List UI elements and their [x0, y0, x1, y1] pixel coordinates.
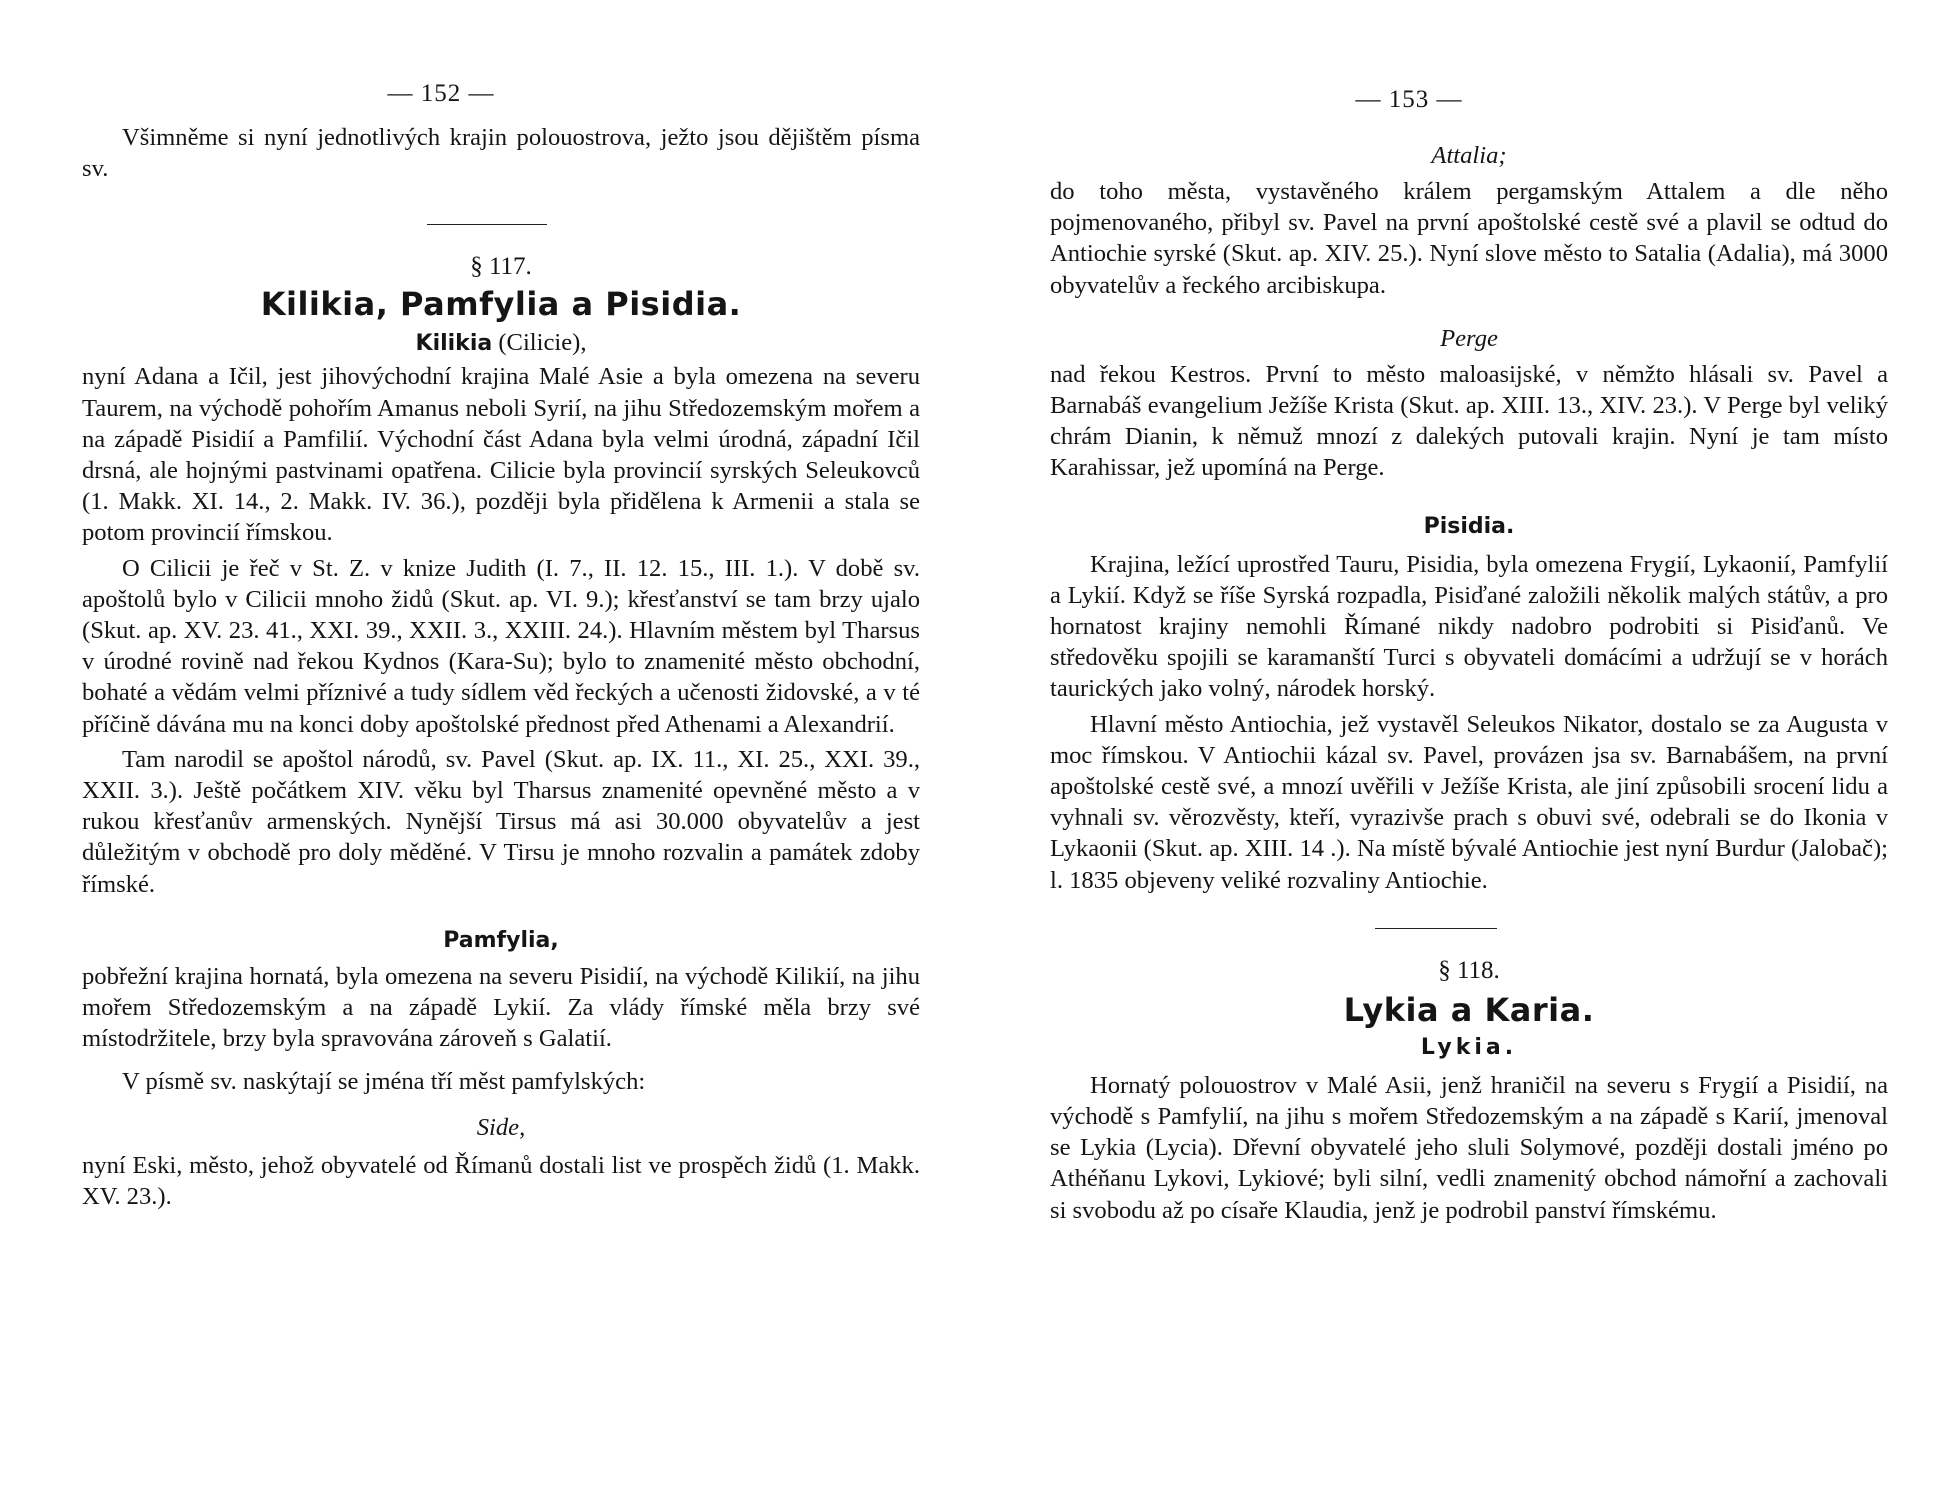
pisidia-paragraph-2: Hlavní město Antiochia, jež vystavěl Seleukos Nikator, dostalo se za Augusta v moc římskou. V Antiochii kázal sv. Pavel, provázen jsa sv. Barnabášem, na první apoštolské cestě své, a mnozí uvěřili v Ježíše Krista, ale jiní způsobili srocení lidu a vyhnali sv. věrozvěsty, kteří, vyrazivše prach s obuvi své, odebrali se do Ikonia v Lykaonii (Skut. ap. XIII. 14 .). Na místě bývalé Antiochie jest nyní Burdur (Jalobač); l. 1835 objeveny veliké rozvaliny Antiochie.	[1050, 710, 1888, 894]
kilikia-paragraph-3: Tam narodil se apoštol národů, sv. Pavel (Skut. ap. IX. 11., XI. 25., XXI. 39., XXII. 3.). Ještě počátkem XIV. věku byl Tharsus znamenité opevněné město a v rukou křesťanův armenských. Nynější Tirsus má asi 30.000 obyvatelův a jest důležitým v obchodě pro doly měděné. V Tirsu je mnoho rozvalin a památek zdoby římské.	[82, 745, 920, 898]
heading-perge: Perge	[1440, 324, 1498, 352]
perge-paragraph: nad řekou Kestros. První to město maloasijské, v němžto hlásali sv. Pavel a Barnabáš evangelium Ježíše Krista (Skut. ap. XIII. 13., XIV. 23.). V Perge byl veliký chrám Dianin, k němuž mnozí z dalekých putovali krajin. Nyní je tam místo Karahissar, jež upomíná na Perge.	[1050, 360, 1888, 482]
heading-pamfylia: Pamfylia,	[443, 927, 559, 953]
section-divider	[1375, 928, 1497, 929]
heading-kilikia-note: (Cilicie),	[492, 329, 587, 357]
section-number: § 118.	[1438, 956, 1500, 984]
page-153	[968, 0, 1936, 1500]
heading-side: Side,	[476, 1113, 526, 1141]
page-number: — 152 —	[387, 80, 495, 107]
heading-kilikia-name: Kilikia	[415, 331, 493, 357]
intro-paragraph: Všimněme si nyní jednotlivých krajin polouostrova, ježto jsou dějištěm písma sv.	[82, 124, 920, 183]
pisidia-paragraph-1: Krajina, ležící uprostřed Tauru, Pisidia, byla omezena Frygií, Lykaonií, Pamfylií a Lykií. Když se říše Syrská rozpadla, Pisiďané založili několik malých státův, a pro hornatost krajiny nemohli Římané nikdy nadobro podrobiti si Pisiďanů. Ve středověku spojili se karamanští Turci s obyvateli domácími a udržují se v horách taurických jako volný, národek horský.	[1050, 550, 1888, 703]
section-title: Kilikia, Pamfylia a Pisidia.	[260, 285, 742, 324]
page-number: — 153 —	[1355, 86, 1463, 113]
side-paragraph: nyní Eski, město, jehož obyvatelé od Římanů dostali list ve prospěch židů (1. Makk. XV. 23.).	[82, 1151, 920, 1210]
heading-lykia: Lykia.	[1420, 1034, 1518, 1060]
lykia-paragraph: Hornatý polouostrov v Malé Asii, jenž hraničil na severu s Frygií a Pisidií, na východě s Pamfylií, na jihu s mořem Středozemským a na západě s Karií, jmenoval se Lykia (Lycia). Dřevní obyvatelé jeho sluli Solymové, později dostali jméno po Athéňanu Lykovi, Lykiové; byli silní, vedli znamenitý obchod námořní a zachovali si svobodu až po císaře Klaudia, jenž je podrobil panství římskému.	[1050, 1071, 1888, 1224]
attalia-paragraph: do toho města, vystavěného králem pergamským Attalem a dle něho pojmenovaného, přibyl sv. Pavel na první apoštolské cestě své a plavil se odtud do Antiochie syrské (Skut. ap. XIV. 25.). Nyní slove město to Satalia (Adalia), má 3000 obyvatelův a řeckého arcibiskupa.	[1050, 178, 1888, 299]
section-number: § 117.	[470, 253, 532, 281]
heading-attalia: Attalia;	[1431, 142, 1507, 169]
heading-pisidia: Pisidia.	[1423, 513, 1515, 539]
pamfylia-paragraph-2: V písmě sv. naskýtají se jména tří měst pamfylských:	[122, 1068, 646, 1096]
kilikia-paragraph-1: nyní Adana a Ičil, jest jihovýchodní krajina Malé Asie a byla omezena na severu Taurem, na východě pohořím Amanus neboli Syrií, na jihu Středozemským mořem a na západě Pisidií a Pamfilií. Východní část Adana byla velmi úrodná, západní Ičil drsná, ale hojnými pastvinami opatřena. Cilicie byla provincií syrských Seleukovců (1. Makk. XI. 14., 2. Makk. IV. 36.), později byla přidělena k Armenii a stala se potom provincií římskou.	[82, 363, 920, 547]
pamfylia-paragraph-1: pobřežní krajina hornatá, byla omezena na severu Pisidií, na východě Kilikií, na jihu mořem Středozemským a na západě Lykií. Za vlády římské měla brzy své místodržitele, brzy byla spravována zároveň s Galatií.	[82, 962, 920, 1053]
section-divider	[427, 224, 547, 225]
heading-kilikia	[82, 329, 920, 357]
section-title: Lykia a Karia.	[1343, 990, 1595, 1029]
kilikia-paragraph-2: O Cilicii je řeč v St. Z. v knize Judith (I. 7., II. 12. 15., III. 1.). V době sv. apoštolů bylo v Cilicii mnoho židů (Skut. ap. VI. 9.); křesťanství se tam brzy ujalo (Skut. ap. XV. 23. 41., XXI. 39., XXII. 3., XXIII. 24.). Hlavním městem byl Tharsus v úrodné rovině nad řekou Kydnos (Kara-Su); bylo to znamenité město obchodní, bohaté a vědám velmi příznivé a tudy sídlem věd řeckých a učenosti židovské, a v té příčině dávána mu na konci doby apoštolské přednost před Athenami a Alexandrií.	[82, 554, 920, 738]
